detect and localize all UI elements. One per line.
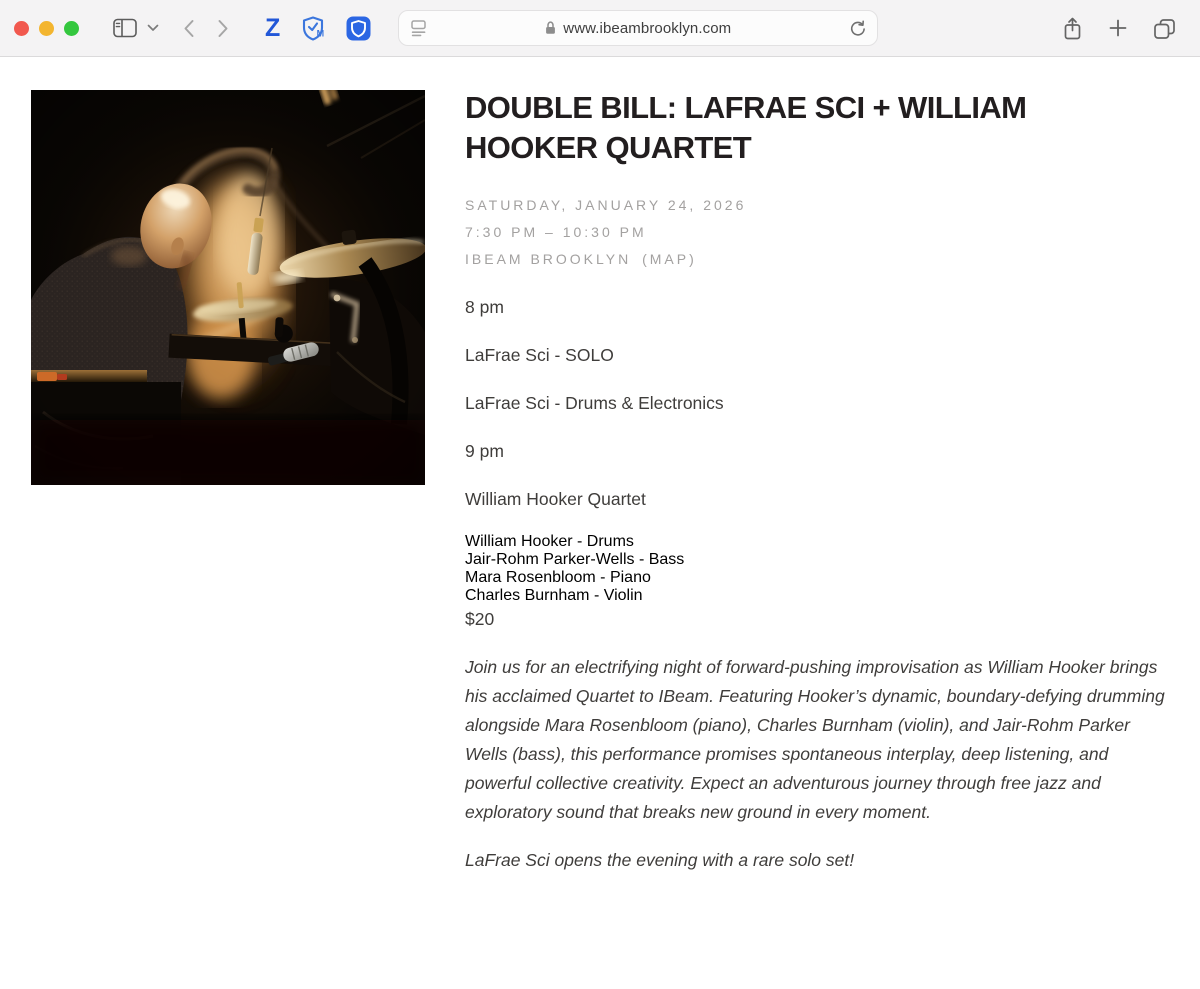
reload-button[interactable] — [848, 20, 866, 38]
chevron-down-icon — [147, 24, 159, 32]
event-date: SATURDAY, JANUARY 24, 2026 — [465, 197, 747, 213]
share-icon — [1062, 16, 1083, 41]
event-description: Join us for an electrifying night of forward-pushing improvisation as William Hooker brings his acclaimed Quartet to IBeam. Featuring Hooker’s dynamic, boundary-defying drumming alongside Mara Rosenbloom (piano), Charles Burnham (violin), and Jair-Rohm Parker Wells (bass), this performance promises spontaneous interplay, deep listening, and powerful collective creativity. Expect an adventurous journey through free jazz and exploratory sound that breaks new ground in every moment. — [465, 657, 1165, 822]
shield-check-extension-button[interactable] — [300, 15, 327, 42]
lock-icon — [545, 21, 556, 35]
lineup-item: Charles Burnham - Violin — [465, 587, 643, 604]
event-photo — [31, 90, 425, 485]
svg-text:M: M — [316, 28, 325, 38]
ticket-price: $20 — [465, 609, 495, 629]
set1-artist: LaFrae Sci - SOLO — [465, 345, 614, 365]
fullscreen-button[interactable] — [64, 21, 79, 36]
map-link[interactable]: (MAP) — [642, 251, 697, 267]
sidebar-icon — [113, 18, 137, 38]
event-time: 7:30 PM – 10:30 PM — [465, 224, 647, 240]
reload-icon — [848, 20, 866, 38]
address-bar-content — [399, 20, 877, 37]
url-text: www.ibeambrooklyn.com — [563, 19, 732, 37]
drummer-photo-art — [31, 90, 425, 485]
traffic-lights — [14, 21, 79, 36]
shield-check-icon — [300, 15, 327, 42]
set1-time: 8 pm — [465, 297, 504, 317]
page-title — [465, 88, 1165, 168]
tabs-icon — [1153, 18, 1176, 39]
lineup-item: Mara Rosenbloom - Piano — [465, 569, 651, 586]
event-details — [465, 88, 1165, 894]
title-line-2: HOOKER QUARTET — [465, 130, 752, 165]
address-bar[interactable] — [398, 10, 878, 46]
venue-name: IBEAM BROOKLYN — [465, 251, 632, 267]
event-meta — [465, 192, 1165, 273]
set2-time: 9 pm — [465, 441, 504, 461]
minimize-button[interactable] — [39, 21, 54, 36]
shield-app-icon — [345, 15, 372, 42]
browser-toolbar — [0, 0, 1200, 57]
photo-vignette — [31, 90, 425, 485]
back-icon — [183, 19, 195, 38]
z-extension-button[interactable] — [265, 13, 281, 42]
event-venue — [465, 246, 1165, 273]
lineup-item: William Hooker - Drums — [465, 533, 634, 550]
tab-overview-button[interactable] — [1153, 18, 1176, 39]
plus-icon — [1109, 19, 1127, 37]
new-tab-button[interactable] — [1109, 19, 1127, 37]
share-button[interactable] — [1062, 16, 1083, 41]
forward-icon — [217, 19, 229, 38]
set1-instrumentation: LaFrae Sci - Drums & Electronics — [465, 393, 724, 413]
title-line-1: DOUBLE BILL: LAFRAE SCI + WILLIAM — [465, 90, 1027, 125]
z-extension-icon: Z — [265, 13, 281, 42]
set2-group: William Hooker Quartet — [465, 489, 646, 509]
sidebar-menu-button[interactable] — [147, 24, 159, 32]
close-button[interactable] — [14, 21, 29, 36]
forward-button[interactable] — [217, 19, 229, 38]
event-closing-note: LaFrae Sci opens the evening with a rare solo set! — [465, 850, 855, 870]
lineup-item: Jair-Rohm Parker-Wells - Bass — [465, 551, 685, 568]
back-button[interactable] — [183, 19, 195, 38]
toolbar-right-cluster — [1062, 16, 1176, 41]
password-manager-extension-button[interactable] — [345, 15, 372, 42]
sidebar-toggle-button[interactable] — [113, 18, 137, 38]
